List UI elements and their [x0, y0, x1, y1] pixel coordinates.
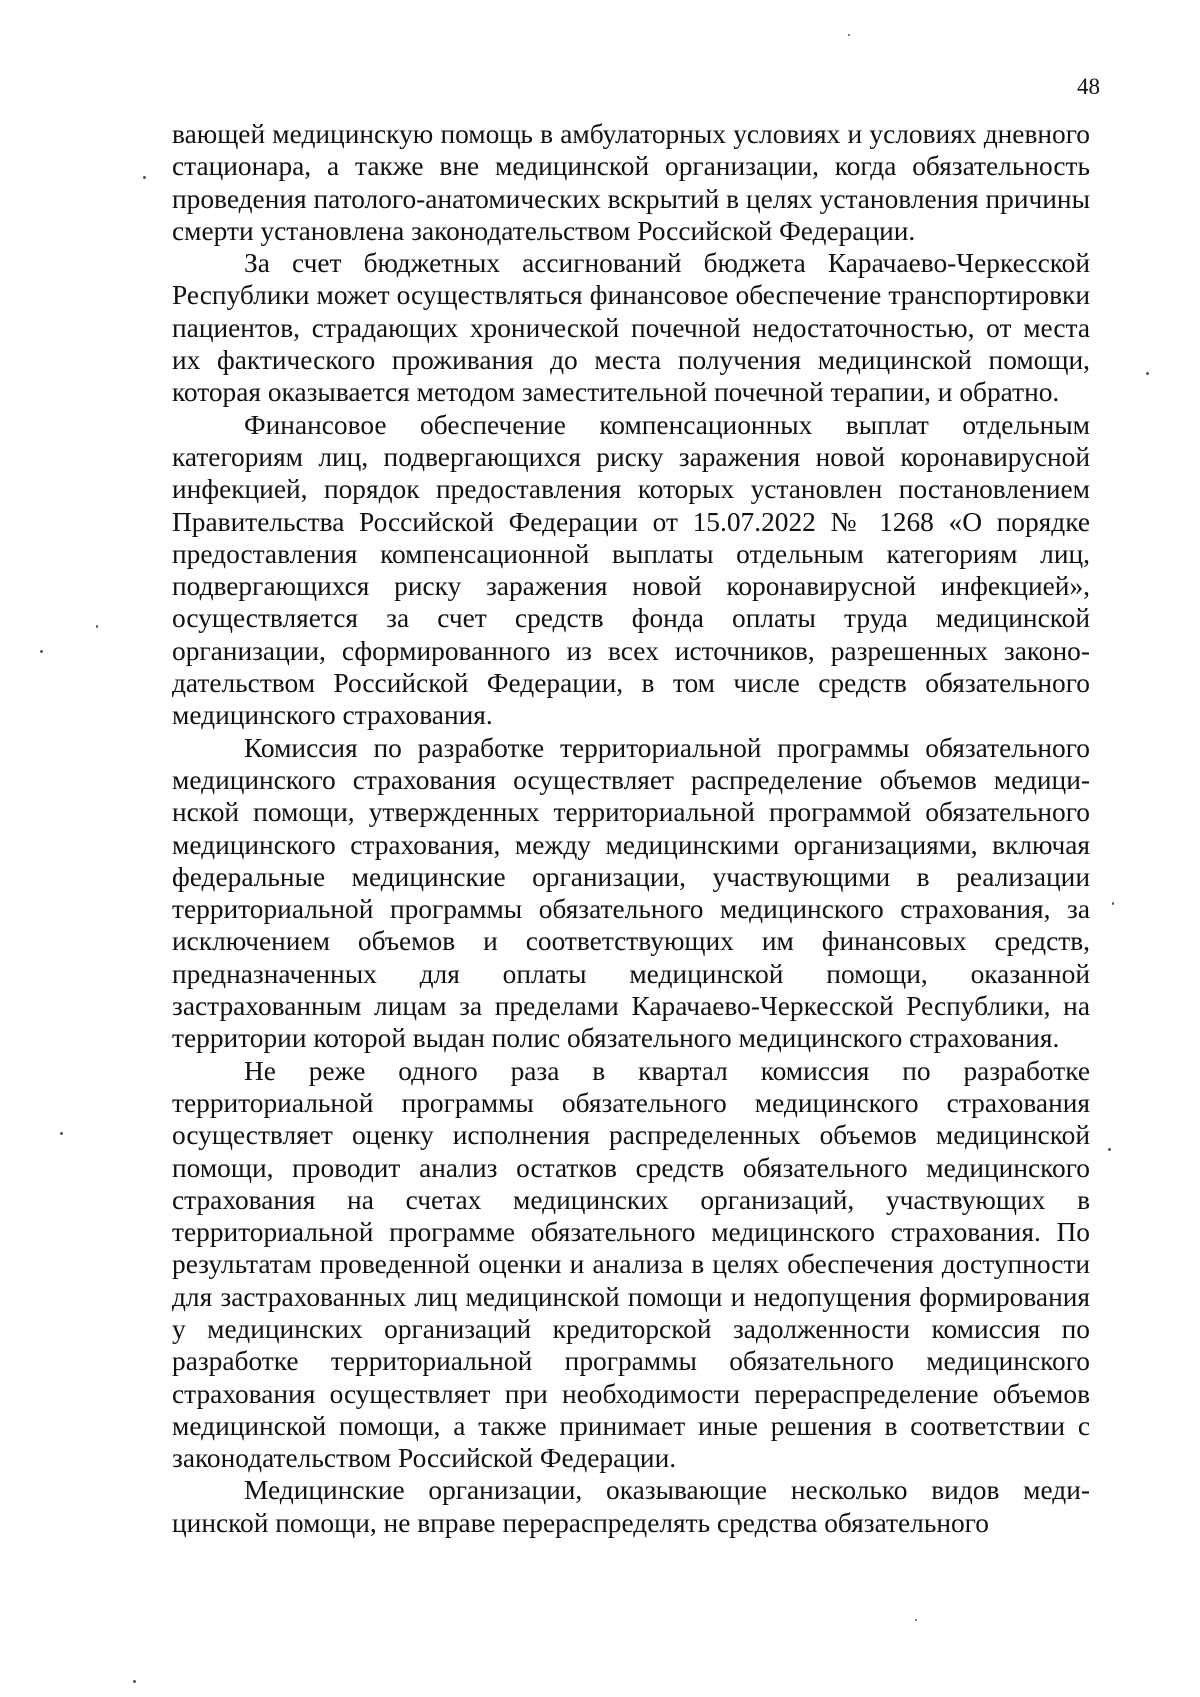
page-number: 48	[1077, 74, 1100, 99]
paragraph-1: вающей медицинскую помощь в амбулаторных условиях и условиях дневного стационара, а также вне медицинской организации, когда обязательность проведения патолого-анатомических вскрытий в целях установления причины смерти установлена законодательством Российской Федерации.	[172, 119, 1090, 246]
document-body	[172, 118, 1090, 1539]
scan-speck	[96, 625, 98, 628]
scan-speck	[1108, 1148, 1111, 1151]
scan-speck	[1112, 902, 1114, 905]
scan-speck	[60, 1132, 63, 1135]
paragraph-3: Финансовое обеспечение компенсационных выплат отдельным категориям лиц, подвергающихся риску заражения новой коронавирусной инфекцией, порядок предоставления которых установлен постановлением Правительства Российской Федерации от 15.07.2022 № 1268 «О порядке предоставления компенсационной выплаты отдельным категориям лиц, подвергающихся риску заражения новой коронавирусной инфекцией», осуществляется за счет средств фонда оплаты труда медицинской организации, сформированного из всех источников, разрешенных законодательством Российской Федерации, в том числе средств обязательного медицинского страхования.	[172, 409, 1090, 731]
paragraph-6: Медицинские организации, оказывающие несколько видов медицинской помощи, не вправе перераспределять средства обязательного	[172, 1475, 1090, 1538]
paragraph-2: За счет бюджетных ассигнований бюджета Карачаево-Черкесской Республики может осуществляться финансовое обеспечение транспортировки пациентов, страдающих хронической почечной недостаточностью, от места их фактического проживания до места получения медицинской помощи, которая оказывается методом заместительной почечной терапии, и обратно.	[172, 248, 1090, 408]
paragraph-5: Не реже одного раза в квартал комиссия по разработке территориальной программы обязательного медицинского страхования осуществляет оценку исполнения распределенных объемов медицинской помощи, проводит анализ остатков средств обязательного медицинского страхования на счетах медицинских организаций, участвующих в территориальной программе обязательного медицинского страхования. По результатам проведенной оценки и анализа в целях обеспечения доступности для застрахованных лиц медицинской помощи и недопущения формирования у медицинских организаций кредиторской задолженности комиссия по разработке территориальной программы обязательного медицинского страхования осуществляет при необходимости перераспределение объемов медицинской помощи, а также принимает иные решения в соответствии с законодательством Российской Федерации.	[172, 1055, 1090, 1474]
scan-speck	[915, 1619, 917, 1621]
scan-speck	[40, 650, 43, 653]
scan-speck	[133, 1680, 136, 1683]
paragraph-4: Комиссия по разработке территориальной программы обязательного медицинского страхования осуществляет распределение объемов медицинской помощи, утвержденных территориальной программой обязательного медицинского страхования, между медицинскими организациями, включая федеральные медицинские организации, участвующими в реализации территориальной программы обязательного медицинского страхования, за исключением объемов и соответствующих им финансовых средств, предназначенных для оплаты медицинской помощи, оказанной застрахованным лицам за пределами Карачаево-Черкесской Республики, на территории которой выдан полис обязательного медицинского страхования.	[172, 732, 1090, 1054]
scan-speck	[1146, 372, 1149, 375]
scan-speck	[848, 34, 850, 36]
scan-speck	[143, 176, 146, 179]
